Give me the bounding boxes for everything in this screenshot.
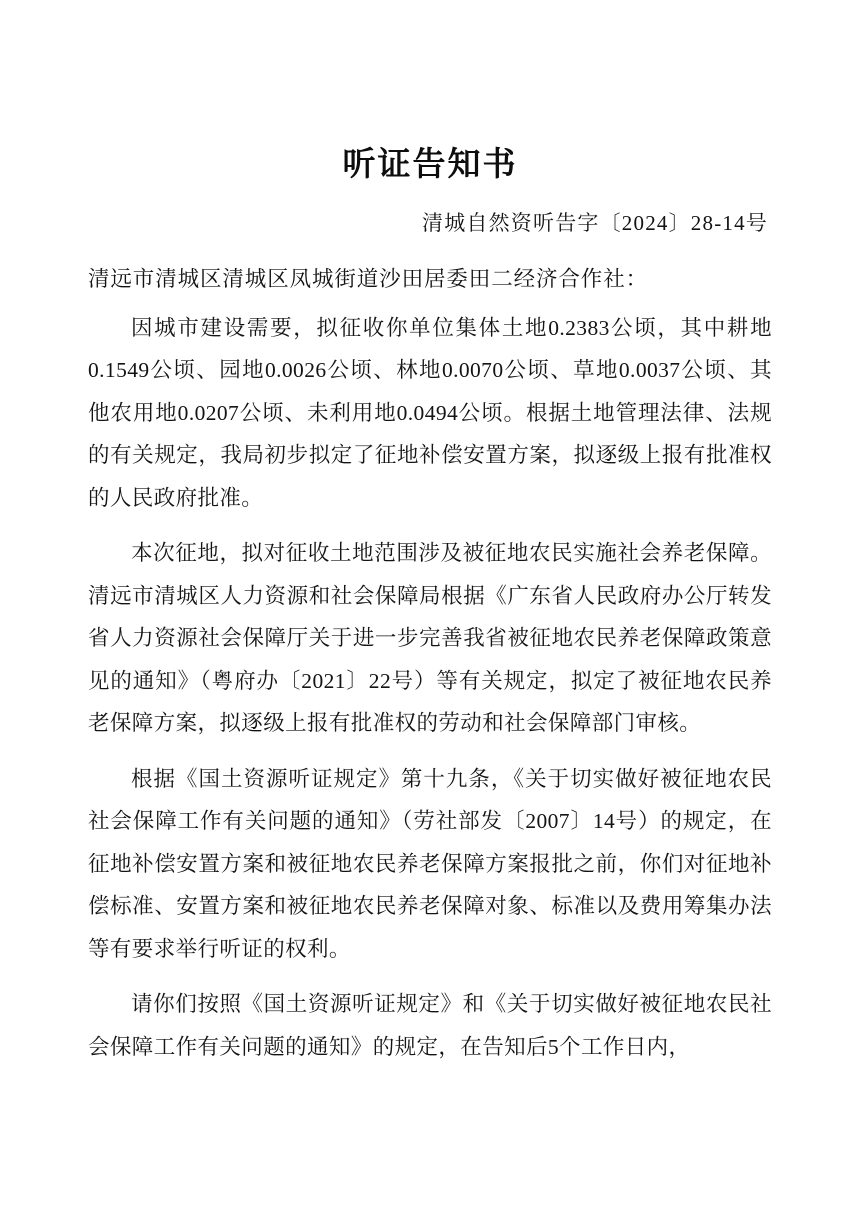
body-paragraph-4: 请你们按照《国土资源听证规定》和《关于切实做好被征地农民社会保障工作有关问题的通知》的规定，在告知后5个工作日内， [88, 992, 772, 1059]
page-title: 听证告知书 [342, 145, 518, 182]
document-body [88, 0, 772, 1068]
body-paragraph-3: 根据《国土资源听证规定》第十九条，《关于切实做好被征地农民社会保障工作有关问题的通知》（劳社部发〔2007〕14号）的规定，在征地补偿安置方案和被征地农民养老保障方案报批之前，你们对征地补偿标准、安置方案和被征地农民养老保障对象、标准以及费用筹集办法等有要求举行听证的权利。 [88, 766, 772, 961]
addressee-line: 清远市清城区清城区凤城街道沙田居委田二经济合作社： [88, 266, 649, 291]
body-paragraph-2: 本次征地，拟对征收土地范围涉及被征地农民实施社会养老保障。清远市清城区人力资源和社会保障局根据《广东省人民政府办公厅转发省人力资源社会保障厅关于进一步完善我省被征地农民养老保障政策意见的通知》（粤府办〔2021〕22号）等有关规定，拟定了被征地农民养老保障方案，拟逐级上报有批准权的劳动和社会保障部门审核。 [88, 541, 772, 736]
document-serial-number: 清城自然资听告字〔2024〕28-14号 [422, 211, 768, 236]
body-paragraph-1: 因城市建设需要，拟征收你单位集体土地0.2383公顷，其中耕地0.1549公顷、园地0.0026公顷、林地0.0070公顷、草地0.0037公顷、其他农用地0.0207公顷、未利用地0.0494公顷。根据土地管理法律、法规的有关规定，我局初步拟定了征地补偿安置方案，拟逐级上报有批准权的人民政府批准。 [88, 315, 772, 510]
